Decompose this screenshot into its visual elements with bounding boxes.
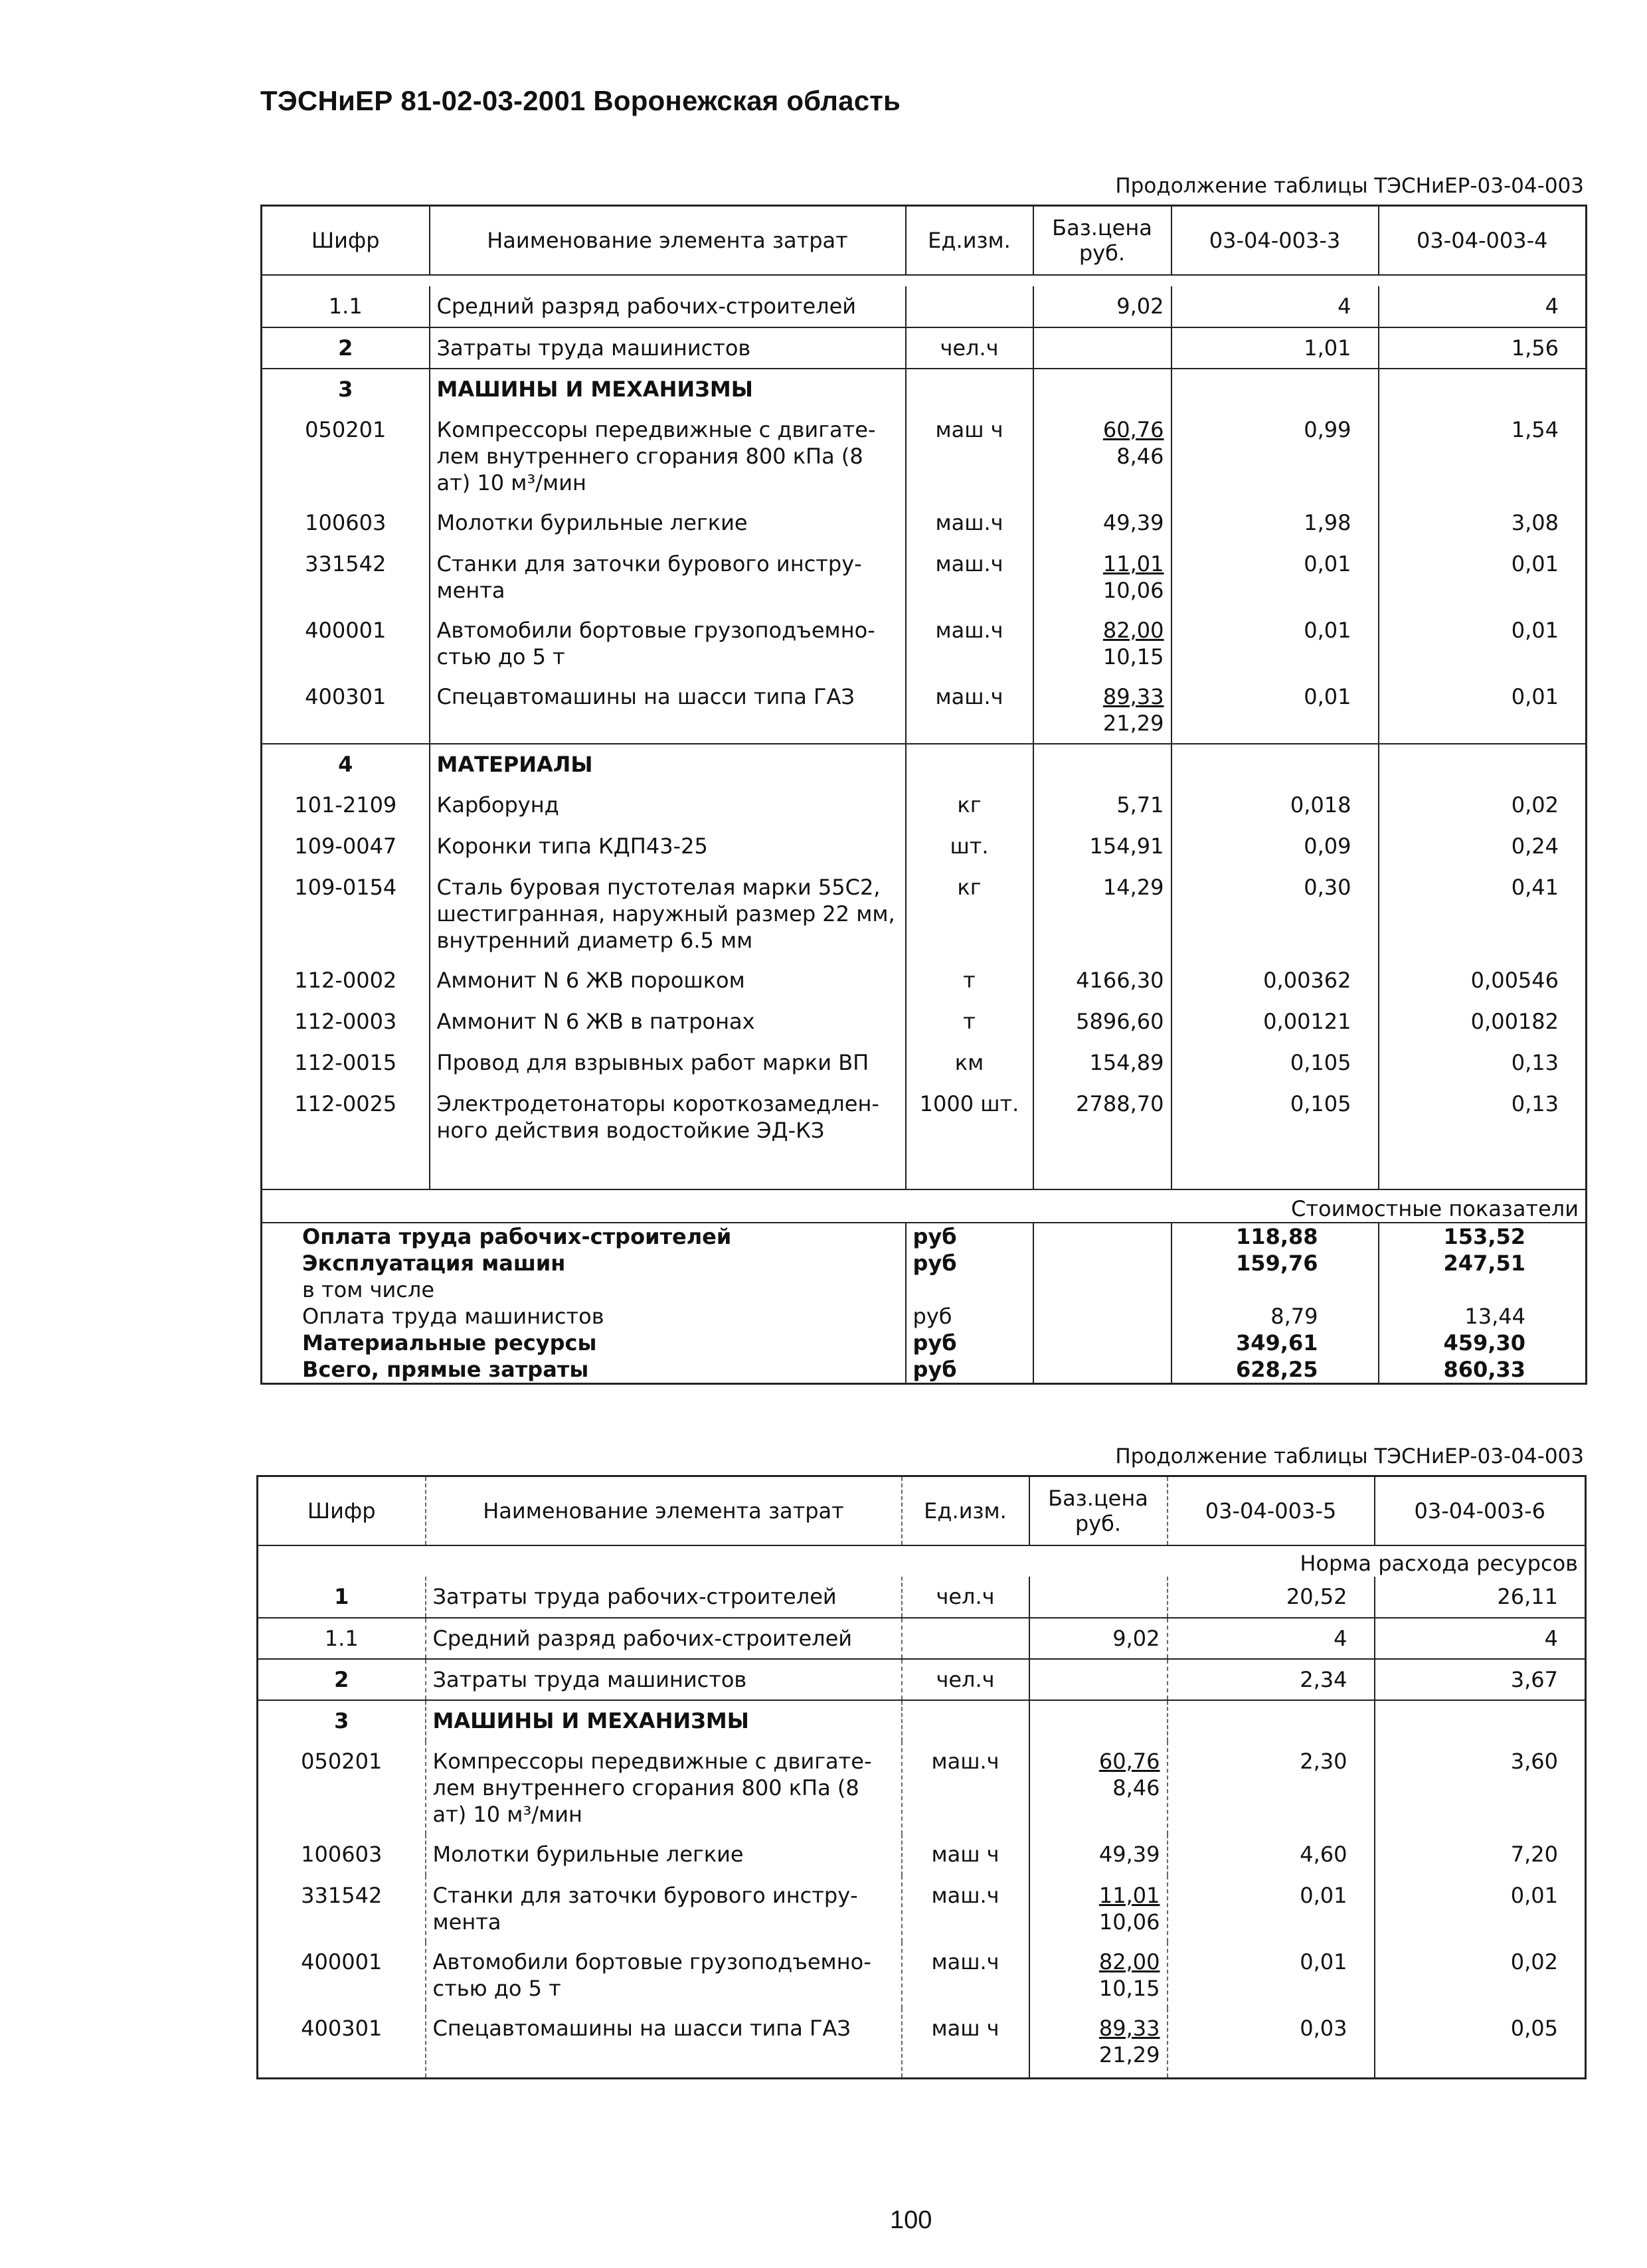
row-value-b: 3,67	[1375, 1659, 1586, 1700]
table-row	[262, 677, 1587, 744]
row-name: Молотки бурильные легкие	[426, 1834, 902, 1875]
price-machinist-wage: 10,06	[1102, 577, 1164, 603]
summary-value-a	[1171, 1276, 1379, 1303]
summary-row	[262, 1356, 1587, 1384]
row-value-a: 4	[1171, 286, 1379, 327]
header-unit: Ед.изм.	[902, 1476, 1029, 1545]
table2-norm-caption-row-text	[258, 1550, 1586, 1577]
price-machinist-wage: 10,15	[1098, 1975, 1160, 2001]
row-code: 331542	[258, 1875, 426, 1942]
row-code: 2	[262, 327, 430, 369]
row-name: Затраты труда машинистов	[426, 1659, 902, 1700]
row-value-a: 0,03	[1168, 2008, 1375, 2079]
row-price	[1033, 677, 1171, 744]
row-value-a: 0,00121	[1171, 1002, 1379, 1043]
table-row	[258, 1700, 1586, 1741]
row-value-b: 0,13	[1379, 1043, 1587, 1084]
summary-value-a: 8,79	[1171, 1303, 1379, 1330]
row-value-a: 0,01	[1168, 1942, 1375, 2008]
row-name: Средний разряд рабочих-строителей	[426, 1618, 902, 1659]
row-code: 100603	[258, 1834, 426, 1875]
table1-header-separator	[262, 275, 1587, 286]
row-code: 400001	[262, 610, 430, 677]
price-value: 89,33	[1098, 2015, 1160, 2041]
row-price	[1033, 826, 1171, 867]
row-code: 331542	[262, 544, 430, 610]
summary-value-b: 13,44	[1379, 1303, 1587, 1330]
row-code: 109-0047	[262, 826, 430, 867]
row-unit: км	[906, 1043, 1033, 1084]
price-value: 11,01	[1102, 551, 1164, 576]
header-col-a: 03-04-003-3	[1171, 206, 1379, 275]
table-row	[262, 1084, 1587, 1153]
row-price	[1033, 286, 1171, 327]
row-unit	[902, 1700, 1029, 1741]
row-code: 101-2109	[262, 785, 430, 826]
summary-label: Всего, прямые затраты	[262, 1356, 906, 1384]
row-name: Затраты труда рабочих-строителей	[426, 1577, 902, 1618]
row-name: Станки для заточки бурового инстру-мента	[426, 1875, 902, 1942]
row-name: Провод для взрывных работ марки ВП	[430, 1043, 906, 1084]
row-value-b	[1375, 1700, 1586, 1741]
row-code: 050201	[262, 410, 430, 503]
row-value-b	[1379, 369, 1587, 410]
row-unit: маш ч	[906, 410, 1033, 503]
summary-value-a: 349,61	[1171, 1330, 1379, 1356]
row-price	[1033, 785, 1171, 826]
cost-caption-row	[262, 1189, 1587, 1223]
row-value-a	[1171, 369, 1379, 410]
row-price	[1029, 2008, 1168, 2079]
price-machinist-wage: 10,15	[1102, 644, 1164, 669]
price-value: 49,39	[1102, 509, 1164, 535]
table-row	[262, 785, 1587, 826]
row-value-b: 4	[1379, 286, 1587, 327]
row-unit: маш.ч	[902, 1741, 1029, 1834]
table-row	[262, 1043, 1587, 1084]
row-value-b: 0,13	[1379, 1084, 1587, 1153]
row-value-a: 0,105	[1171, 1043, 1379, 1084]
table-row	[258, 1618, 1586, 1659]
row-price	[1033, 1084, 1171, 1153]
row-value-b: 0,02	[1379, 785, 1587, 826]
table-row	[262, 544, 1587, 610]
table-row	[262, 1002, 1587, 1043]
summary-value-b: 247,51	[1379, 1250, 1587, 1276]
summary-unit: руб	[906, 1356, 1033, 1384]
row-value-a: 2,34	[1168, 1659, 1375, 1700]
row-name: Станки для заточки бурового инстру-мента	[430, 544, 906, 610]
row-name: Компрессоры передвижные с двигате-лем внутреннего сгорания 800 кПа (8 ат) 10 м³/мин	[430, 410, 906, 503]
row-unit: маш.ч	[906, 677, 1033, 744]
price-value: 60,76	[1098, 1748, 1160, 1774]
row-price	[1029, 1834, 1168, 1875]
row-price	[1029, 1875, 1168, 1942]
row-unit: маш.ч	[906, 610, 1033, 677]
row-value-b: 0,41	[1379, 867, 1587, 960]
row-value-a: 4	[1168, 1618, 1375, 1659]
summary-unit: руб	[906, 1303, 1033, 1330]
table-row	[262, 410, 1587, 503]
price-value: 5896,60	[1076, 1008, 1164, 1034]
table2-continuation-caption: Продолжение таблицы ТЭСНиЕР-03-04-003	[1115, 1444, 1584, 1468]
row-name: Молотки бурильные легкие	[430, 503, 906, 544]
summary-value-b: 860,33	[1379, 1356, 1587, 1384]
row-unit: шт.	[906, 826, 1033, 867]
row-unit: маш ч	[902, 1834, 1029, 1875]
header-unit: Ед.изм.	[906, 206, 1033, 275]
norm-table-1	[260, 205, 1587, 1385]
table-row	[262, 610, 1587, 677]
summary-unit	[906, 1276, 1033, 1303]
row-price	[1033, 327, 1171, 369]
price-value: 89,33	[1102, 683, 1164, 709]
header-code: Шифр	[262, 206, 430, 275]
row-value-a	[1168, 1700, 1375, 1741]
summary-value-a: 628,25	[1171, 1356, 1379, 1384]
row-name: МАТЕРИАЛЫ	[430, 744, 906, 785]
row-value-b: 0,05	[1375, 2008, 1586, 2079]
row-price	[1029, 1659, 1168, 1700]
summary-row	[262, 1303, 1587, 1330]
row-unit: маш ч	[902, 2008, 1029, 2079]
table2-norm-caption-row	[258, 1545, 1586, 1550]
price-value: 9,02	[1112, 1625, 1160, 1651]
row-value-b: 1,56	[1379, 327, 1587, 369]
row-code: 2	[258, 1659, 426, 1700]
row-code: 3	[258, 1700, 426, 1741]
row-name: Автомобили бортовые грузоподъемно-стью до 5 т	[430, 610, 906, 677]
cost-caption: Стоимостные показатели	[1171, 1189, 1587, 1223]
row-value-b: 3,08	[1379, 503, 1587, 544]
row-value-b: 0,01	[1379, 610, 1587, 677]
row-value-b: 0,24	[1379, 826, 1587, 867]
summary-row	[262, 1330, 1587, 1356]
row-price	[1033, 503, 1171, 544]
row-price	[1029, 1942, 1168, 2008]
row-price	[1033, 1002, 1171, 1043]
row-name: МАШИНЫ И МЕХАНИЗМЫ	[426, 1700, 902, 1741]
row-unit: т	[906, 960, 1033, 1002]
table-row	[258, 1577, 1586, 1618]
row-unit	[906, 286, 1033, 327]
row-unit: маш.ч	[906, 503, 1033, 544]
row-name: Спецавтомашины на шасси типа ГАЗ	[430, 677, 906, 744]
price-value: 154,91	[1089, 833, 1164, 859]
table-row	[258, 1834, 1586, 1875]
document-header: ТЭСНиЕР 81-02-03-2001 Воронежская область	[260, 85, 901, 116]
row-unit: чел.ч	[902, 1577, 1029, 1618]
row-unit: чел.ч	[906, 327, 1033, 369]
row-code: 112-0002	[262, 960, 430, 1002]
row-value-a: 0,01	[1171, 610, 1379, 677]
row-value-b: 26,11	[1375, 1577, 1586, 1618]
row-code: 1.1	[258, 1618, 426, 1659]
row-name: Компрессоры передвижные с двигате-лем внутреннего сгорания 800 кПа (8 ат) 10 м³/мин	[426, 1741, 902, 1834]
row-unit: маш.ч	[906, 544, 1033, 610]
price-value: 82,00	[1102, 617, 1164, 643]
summary-label: Эксплуатация машин	[262, 1250, 906, 1276]
price-value: 4166,30	[1076, 967, 1164, 993]
summary-label: Материальные ресурсы	[262, 1330, 906, 1356]
row-name: Электродетонаторы короткозамедлен-ного действия водостойкие ЭД-КЗ	[430, 1084, 906, 1153]
table-row	[258, 1942, 1586, 2008]
row-price	[1033, 744, 1171, 785]
row-value-a: 0,01	[1171, 544, 1379, 610]
row-value-a: 0,99	[1171, 410, 1379, 503]
summary-value-b: 153,52	[1379, 1223, 1587, 1250]
row-value-a: 1,01	[1171, 327, 1379, 369]
row-name: Средний разряд рабочих-строителей	[430, 286, 906, 327]
table1-spacer-row	[262, 1153, 1587, 1189]
table-row	[262, 744, 1587, 785]
row-name: Сталь буровая пустотелая марки 55С2, шестигранная, наружный размер 22 мм, внутренний диаметр 6.5 мм	[430, 867, 906, 960]
header-col-b: 03-04-003-4	[1379, 206, 1587, 275]
row-price	[1033, 1043, 1171, 1084]
summary-row	[262, 1250, 1587, 1276]
row-unit: т	[906, 1002, 1033, 1043]
summary-unit: руб	[906, 1330, 1033, 1356]
row-value-a: 0,09	[1171, 826, 1379, 867]
row-name: Автомобили бортовые грузоподъемно-стью до 5 т	[426, 1942, 902, 2008]
row-value-a: 0,105	[1171, 1084, 1379, 1153]
row-code: 400301	[258, 2008, 426, 2079]
row-name: Аммонит N 6 ЖВ порошком	[430, 960, 906, 1002]
row-value-b: 7,20	[1375, 1834, 1586, 1875]
price-machinist-wage: 10,06	[1098, 1909, 1160, 1935]
row-unit	[906, 369, 1033, 410]
row-value-b: 4	[1375, 1618, 1586, 1659]
header-code: Шифр	[258, 1476, 426, 1545]
row-price	[1033, 867, 1171, 960]
row-unit: маш.ч	[902, 1875, 1029, 1942]
row-unit: кг	[906, 867, 1033, 960]
price-value: 82,00	[1098, 1949, 1160, 1974]
row-value-a: 0,00362	[1171, 960, 1379, 1002]
row-unit	[906, 744, 1033, 785]
row-value-a: 0,018	[1171, 785, 1379, 826]
row-value-a: 20,52	[1168, 1577, 1375, 1618]
row-code: 109-0154	[262, 867, 430, 960]
summary-value-a: 159,76	[1171, 1250, 1379, 1276]
header-col-a: 03-04-003-5	[1168, 1476, 1375, 1545]
price-value: 60,76	[1102, 416, 1164, 442]
row-value-b: 0,01	[1379, 677, 1587, 744]
header-price: Баз.цена руб.	[1033, 206, 1171, 275]
price-value: 9,02	[1116, 293, 1164, 319]
row-code: 112-0003	[262, 1002, 430, 1043]
row-value-b: 0,00182	[1379, 1002, 1587, 1043]
row-unit: кг	[906, 785, 1033, 826]
price-value: 2788,70	[1076, 1090, 1164, 1116]
row-price	[1033, 369, 1171, 410]
row-value-b: 0,00546	[1379, 960, 1587, 1002]
row-code: 100603	[262, 503, 430, 544]
row-name: Спецавтомашины на шасси типа ГАЗ	[426, 2008, 902, 2079]
summary-unit: руб	[906, 1223, 1033, 1250]
row-value-a	[1171, 744, 1379, 785]
table2-header-row	[258, 1476, 1586, 1545]
row-value-a: 0,01	[1171, 677, 1379, 744]
table-row	[258, 1659, 1586, 1700]
price-machinist-wage: 21,29	[1102, 710, 1164, 736]
table1-continuation-caption: Продолжение таблицы ТЭСНиЕР-03-04-003	[1115, 174, 1584, 198]
table-row	[258, 1875, 1586, 1942]
header-col-b: 03-04-003-6	[1375, 1476, 1586, 1545]
summary-label: в том числе	[262, 1276, 906, 1303]
row-code: 1.1	[262, 286, 430, 327]
price-value: 154,89	[1089, 1049, 1164, 1075]
row-code: 3	[262, 369, 430, 410]
table-row	[262, 503, 1587, 544]
page-number: 100	[890, 2206, 932, 2234]
row-name: Аммонит N 6 ЖВ в патронах	[430, 1002, 906, 1043]
row-value-b	[1379, 744, 1587, 785]
row-price	[1033, 410, 1171, 503]
table-row	[258, 1741, 1586, 1834]
row-value-a: 1,98	[1171, 503, 1379, 544]
table-row	[262, 867, 1587, 960]
table-row	[262, 286, 1587, 327]
table-row	[258, 2008, 1586, 2079]
row-code: 400301	[262, 677, 430, 744]
row-price	[1029, 1700, 1168, 1741]
row-name: Карборунд	[430, 785, 906, 826]
row-unit: маш.ч	[902, 1942, 1029, 2008]
price-machinist-wage: 8,46	[1112, 1775, 1160, 1800]
norm-table-2	[256, 1475, 1587, 2079]
row-value-b: 3,60	[1375, 1741, 1586, 1834]
summary-row	[262, 1276, 1587, 1303]
row-value-b: 0,01	[1375, 1875, 1586, 1942]
price-machinist-wage: 8,46	[1116, 443, 1164, 469]
summary-label: Оплата труда рабочих-строителей	[262, 1223, 906, 1250]
summary-label: Оплата труда машинистов	[262, 1303, 906, 1330]
norm-caption: Норма расхода ресурсов	[1168, 1550, 1586, 1577]
table-row	[262, 826, 1587, 867]
summary-value-b	[1379, 1276, 1587, 1303]
row-price	[1029, 1741, 1168, 1834]
row-value-b: 1,54	[1379, 410, 1587, 503]
header-price: Баз.цена руб.	[1029, 1476, 1168, 1545]
row-value-b: 0,02	[1375, 1942, 1586, 2008]
row-value-a: 0,01	[1168, 1875, 1375, 1942]
header-name: Наименование элемента затрат	[426, 1476, 902, 1545]
row-value-a: 4,60	[1168, 1834, 1375, 1875]
row-code: 050201	[258, 1741, 426, 1834]
table-row	[262, 960, 1587, 1002]
row-value-a: 2,30	[1168, 1741, 1375, 1834]
row-price	[1029, 1577, 1168, 1618]
price-value: 5,71	[1116, 792, 1164, 818]
row-code: 4	[262, 744, 430, 785]
row-name: Коронки типа КДП43-25	[430, 826, 906, 867]
table-row	[262, 369, 1587, 410]
price-machinist-wage: 21,29	[1098, 2042, 1160, 2067]
row-unit: чел.ч	[902, 1659, 1029, 1700]
row-code: 400001	[258, 1942, 426, 2008]
row-code: 1	[258, 1577, 426, 1618]
summary-value-b: 459,30	[1379, 1330, 1587, 1356]
row-value-b: 0,01	[1379, 544, 1587, 610]
table1-header-row	[262, 206, 1587, 275]
row-code: 112-0025	[262, 1084, 430, 1153]
row-unit	[902, 1618, 1029, 1659]
row-price	[1033, 610, 1171, 677]
summary-row	[262, 1223, 1587, 1250]
price-value: 11,01	[1098, 1882, 1160, 1908]
row-unit: 1000 шт.	[906, 1084, 1033, 1153]
summary-value-a: 118,88	[1171, 1223, 1379, 1250]
price-value: 49,39	[1098, 1841, 1160, 1867]
table-row	[262, 327, 1587, 369]
price-value: 14,29	[1102, 874, 1164, 900]
row-name: МАШИНЫ И МЕХАНИЗМЫ	[430, 369, 906, 410]
row-name: Затраты труда машинистов	[430, 327, 906, 369]
row-value-a: 0,30	[1171, 867, 1379, 960]
summary-unit: руб	[906, 1250, 1033, 1276]
row-code: 112-0015	[262, 1043, 430, 1084]
header-name: Наименование элемента затрат	[430, 206, 906, 275]
row-price	[1029, 1618, 1168, 1659]
row-price	[1033, 960, 1171, 1002]
row-price	[1033, 544, 1171, 610]
